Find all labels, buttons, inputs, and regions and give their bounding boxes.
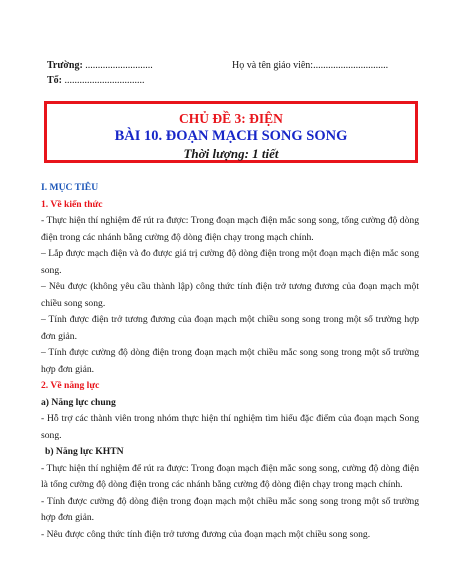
topic-title: CHỦ ĐỀ 3: ĐIỆN bbox=[179, 111, 283, 126]
lesson-title: BÀI 10. ĐOẠN MẠCH SONG SONG bbox=[114, 128, 348, 144]
header-row-1 bbox=[47, 60, 427, 75]
group-dots: ................................ bbox=[62, 75, 145, 86]
paragraph: - Nêu được công thức tính điện trở tương đương của đoạn mạch một chiều song song. bbox=[41, 528, 371, 540]
paragraph: – Lắp được mạch điện và đo được giá trị cường độ dòng điện trong một đoạn mạch điện mắc song song. bbox=[41, 248, 419, 276]
section-heading-objectives: I. MỤC TIÊU bbox=[41, 182, 99, 193]
paragraph: – Tính được cường độ dòng điện trong đoạn mạch một chiều mắc song song trong một số trường hợp đơn giản. bbox=[41, 347, 419, 375]
teacher-label: Họ và tên giáo viên: bbox=[232, 60, 314, 71]
paragraph: - Thực hiện thí nghiệm để rút ra được: Trong đoạn mạch điện mắc song song, cường độ dòng điện là tổng cường độ dòng điện trong các nhánh bằng cường độ dòng điện chạy trong mạch chính. bbox=[41, 462, 419, 490]
paragraph: – Tính được điện trở tương đương của đoạn mạch một chiều song song trong một số trường hợp đơn giản. bbox=[41, 314, 419, 342]
general-ability-heading: a) Năng lực chung bbox=[41, 396, 116, 408]
school-label: Trường: bbox=[47, 60, 83, 71]
document-header bbox=[47, 60, 427, 90]
paragraph: – Nêu được (không yêu cầu thành lập) công thức tính điện trở tương đương của đoạn mạch một chiều song song. bbox=[41, 281, 419, 309]
ability-heading: 2. Về năng lực bbox=[41, 380, 100, 391]
school-dots: ........................... bbox=[82, 60, 153, 71]
teacher-dots: .............................. bbox=[313, 60, 389, 71]
teacher-field bbox=[232, 60, 388, 75]
group-label: Tổ: bbox=[47, 75, 62, 86]
school-field bbox=[47, 60, 232, 75]
khtn-ability-heading: b) Năng lực KHTN bbox=[45, 446, 124, 457]
paragraph: - Hỗ trợ các thành viên trong nhóm thực hiện thí nghiệm tìm hiểu đặc điểm của đoạn mạch Song song. bbox=[41, 413, 419, 441]
header-row-2 bbox=[47, 75, 427, 90]
paragraph: - Thực hiện thí nghiệm để rút ra được: Trong đoạn mạch điện mắc song song, tổng cường độ dòng điện trong các nhánh bằng cường độ dòng điện chạy trong mạch chính. bbox=[41, 215, 419, 243]
paragraph: - Tính được cường độ dòng điện trong đoạn mạch một chiều mắc song song trong một số trường hợp đơn giản. bbox=[41, 495, 419, 523]
group-field bbox=[47, 75, 145, 90]
document-body bbox=[41, 180, 419, 543]
duration-text: Thời lượng: 1 tiết bbox=[183, 146, 279, 161]
knowledge-heading: 1. Về kiến thức bbox=[41, 198, 103, 210]
title-box bbox=[44, 101, 418, 163]
